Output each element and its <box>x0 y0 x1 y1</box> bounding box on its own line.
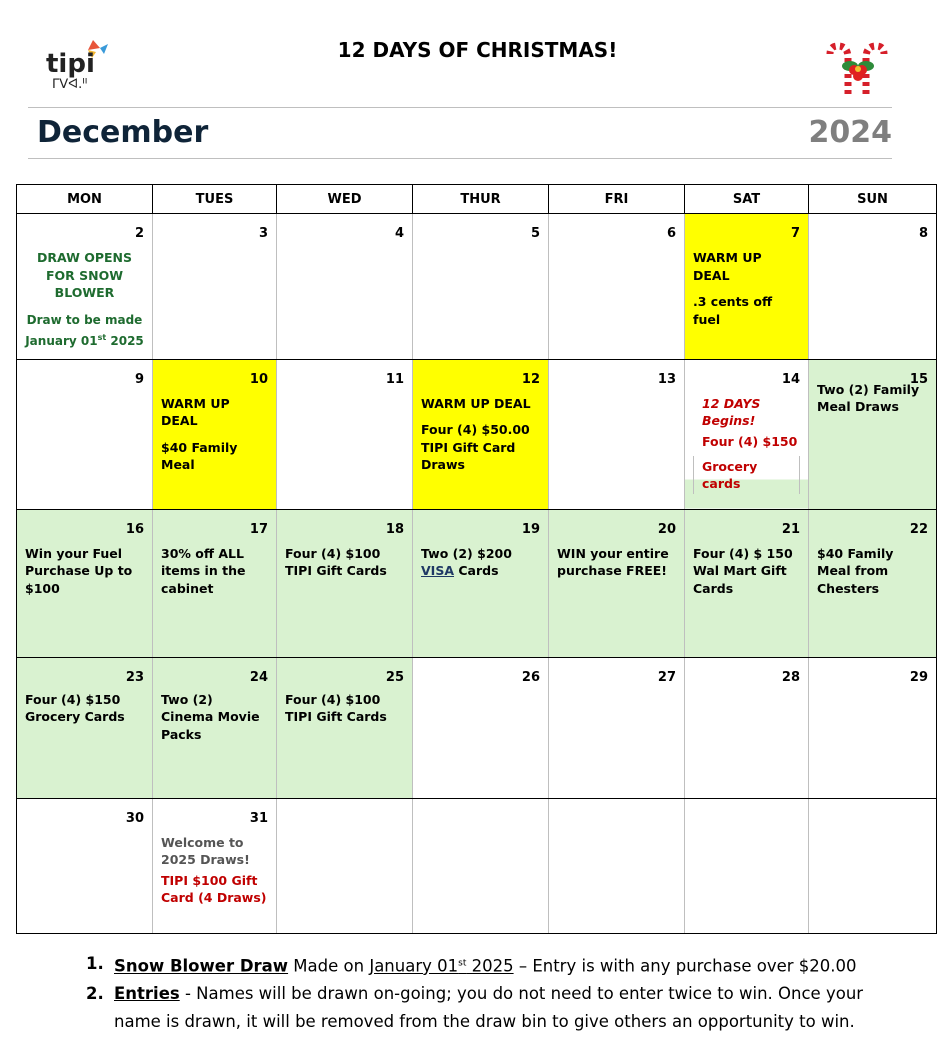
weekday-tue: TUES <box>153 185 277 214</box>
deal-text: Two (2) Family Meal Draws <box>817 381 920 414</box>
day-number: 6 <box>666 226 676 241</box>
empty-cell <box>277 798 413 933</box>
weekday-sat: SAT <box>685 185 809 214</box>
day-number: 5 <box>530 226 540 241</box>
day-cell-15 <box>809 359 937 509</box>
day-cell-30 <box>17 798 153 933</box>
deal-text: Four (4) $50.00 TIPI Gift Card Draws <box>421 422 530 472</box>
draw-date-text: Draw to be made January 01st 2025 <box>25 312 144 348</box>
deal-text: WIN your entire purchase FREE! <box>557 545 669 578</box>
logo-syllabics: ᒥᐯᐊ.ᐦ <box>52 77 88 92</box>
day-number: 30 <box>125 810 144 826</box>
deal-title: WARM UP DEAL <box>161 395 230 428</box>
day-number: 28 <box>781 669 800 685</box>
day-cell-28 <box>685 657 809 798</box>
day-number: 19 <box>521 521 540 537</box>
day-cell-29 <box>809 657 937 798</box>
day-cell-26 <box>413 657 549 798</box>
header-rule-bottom <box>28 158 892 159</box>
day-cell-5 <box>413 214 549 360</box>
logo-text: tipi <box>46 49 95 79</box>
snow-blower-draw-text: DRAW OPENS FOR SNOW BLOWER <box>36 250 133 300</box>
deal-text-2: Grocery cards <box>693 456 800 494</box>
day-cell-13 <box>549 359 685 509</box>
day-cell-4 <box>277 214 413 360</box>
day-number: 22 <box>909 521 928 537</box>
note-heading: Snow Blower Draw <box>114 956 289 976</box>
weekday-thu: THUR <box>413 185 549 214</box>
day-number: 11 <box>385 371 404 387</box>
deal-text: Four (4) $100 TIPI Gift Cards <box>285 545 387 578</box>
deal-text: Win your Fuel Purchase Up to $100 <box>25 545 133 596</box>
day-number: 9 <box>134 371 144 387</box>
day-cell-2 <box>17 214 153 360</box>
day-number: 10 <box>249 371 268 387</box>
day-number: 24 <box>249 669 268 685</box>
day-number: 16 <box>125 521 144 537</box>
day-cell-8 <box>809 214 937 360</box>
deal-text: $40 Family Meal <box>161 439 238 472</box>
day-number: 15 <box>909 371 928 387</box>
day-cell-21 <box>685 509 809 657</box>
empty-cell <box>549 798 685 933</box>
deal-text: 30% off ALL items in the cabinet <box>161 545 246 596</box>
calendar-grid <box>16 184 937 934</box>
day-cell-18 <box>277 509 413 657</box>
deal-title: WARM UP DEAL <box>693 250 762 283</box>
day-cell-6 <box>549 214 685 360</box>
day-cell-31 <box>153 798 277 933</box>
twelve-days-begins-text: 12 DAYS Begins! <box>702 395 761 428</box>
candy-cane-icon <box>826 40 890 98</box>
empty-cell <box>685 798 809 933</box>
day-cell-7 <box>685 214 809 360</box>
empty-cell <box>413 798 549 933</box>
day-number: 13 <box>657 371 676 387</box>
note-item-1: 1. Snow Blower Draw Made on January 01st 2025 – Entry is with any purchase over $20.00 <box>86 950 866 980</box>
week-row-5 <box>17 798 937 933</box>
weekday-sun: SUN <box>809 185 937 214</box>
deal-text: $40 Family Meal from Chesters <box>817 545 894 596</box>
weekday-header-row <box>17 185 937 214</box>
deal-text: TIPI $100 Gift Card (4 Draws) <box>161 872 267 905</box>
day-cell-19 <box>413 509 549 657</box>
day-cell-9 <box>17 359 153 509</box>
weekday-fri: FRI <box>549 185 685 214</box>
day-number: 27 <box>657 669 676 685</box>
day-number: 12 <box>521 371 540 387</box>
day-cell-12 <box>413 359 549 509</box>
page-title: 12 DAYS OF CHRISTMAS! <box>337 38 618 62</box>
deal-text: Four (4) $ 150 Wal Mart Gift Cards <box>693 545 793 596</box>
day-cell-20 <box>549 509 685 657</box>
day-cell-27 <box>549 657 685 798</box>
day-cell-23 <box>17 657 153 798</box>
day-cell-10 <box>153 359 277 509</box>
note-number: 2. <box>86 984 104 1003</box>
deal-text: Four (4) $100 TIPI Gift Cards <box>285 691 387 724</box>
day-number: 18 <box>385 521 404 537</box>
day-number: 26 <box>521 669 540 685</box>
day-number: 14 <box>781 371 800 387</box>
day-number: 20 <box>657 521 676 537</box>
week-row-3 <box>17 509 937 657</box>
day-number: 4 <box>394 226 404 241</box>
week-row-4 <box>17 657 937 798</box>
welcome-2025-text: Welcome to 2025 Draws! <box>161 834 250 867</box>
day-number: 8 <box>918 226 928 241</box>
day-number: 25 <box>385 669 404 685</box>
week-row-1 <box>17 214 937 360</box>
deal-text: Four (4) $150 <box>702 433 798 449</box>
day-number: 3 <box>258 226 268 241</box>
deal-title: WARM UP DEAL <box>421 395 531 411</box>
note-number: 1. <box>86 954 104 973</box>
month-label: December <box>37 115 209 150</box>
deal-text: Four (4) $150 Grocery Cards <box>25 691 125 724</box>
day-cell-22 <box>809 509 937 657</box>
day-cell-14 <box>685 359 809 509</box>
note-heading: Entries <box>114 984 180 1003</box>
day-cell-24 <box>153 657 277 798</box>
day-number: 2 <box>134 226 144 241</box>
header-rule-top <box>28 107 892 108</box>
empty-cell <box>809 798 937 933</box>
day-number: 29 <box>909 669 928 685</box>
day-cell-11 <box>277 359 413 509</box>
day-cell-16 <box>17 509 153 657</box>
deal-text: Two (2) Cinema Movie Packs <box>161 691 260 742</box>
weekday-wed: WED <box>277 185 413 214</box>
week-row-2 <box>17 359 937 509</box>
day-cell-17 <box>153 509 277 657</box>
weekday-mon: MON <box>17 185 153 214</box>
deal-text: .3 cents off fuel <box>693 294 773 327</box>
day-number: 21 <box>781 521 800 537</box>
day-number: 31 <box>249 810 268 826</box>
year-label: 2024 <box>808 115 892 150</box>
deal-text: Two (2) $200 VISA Cards <box>421 545 512 578</box>
day-number: 7 <box>790 226 800 241</box>
day-number: 17 <box>249 521 268 537</box>
note-item-2: 2. Entries - Names will be drawn on-going; you do not need to enter twice to win. Once your name is drawn, it will be removed from the draw bin to give others an opportunity to win. <box>86 980 866 1035</box>
day-number: 23 <box>125 669 144 685</box>
day-cell-3 <box>153 214 277 360</box>
notes-list <box>86 950 866 1035</box>
day-cell-25 <box>277 657 413 798</box>
